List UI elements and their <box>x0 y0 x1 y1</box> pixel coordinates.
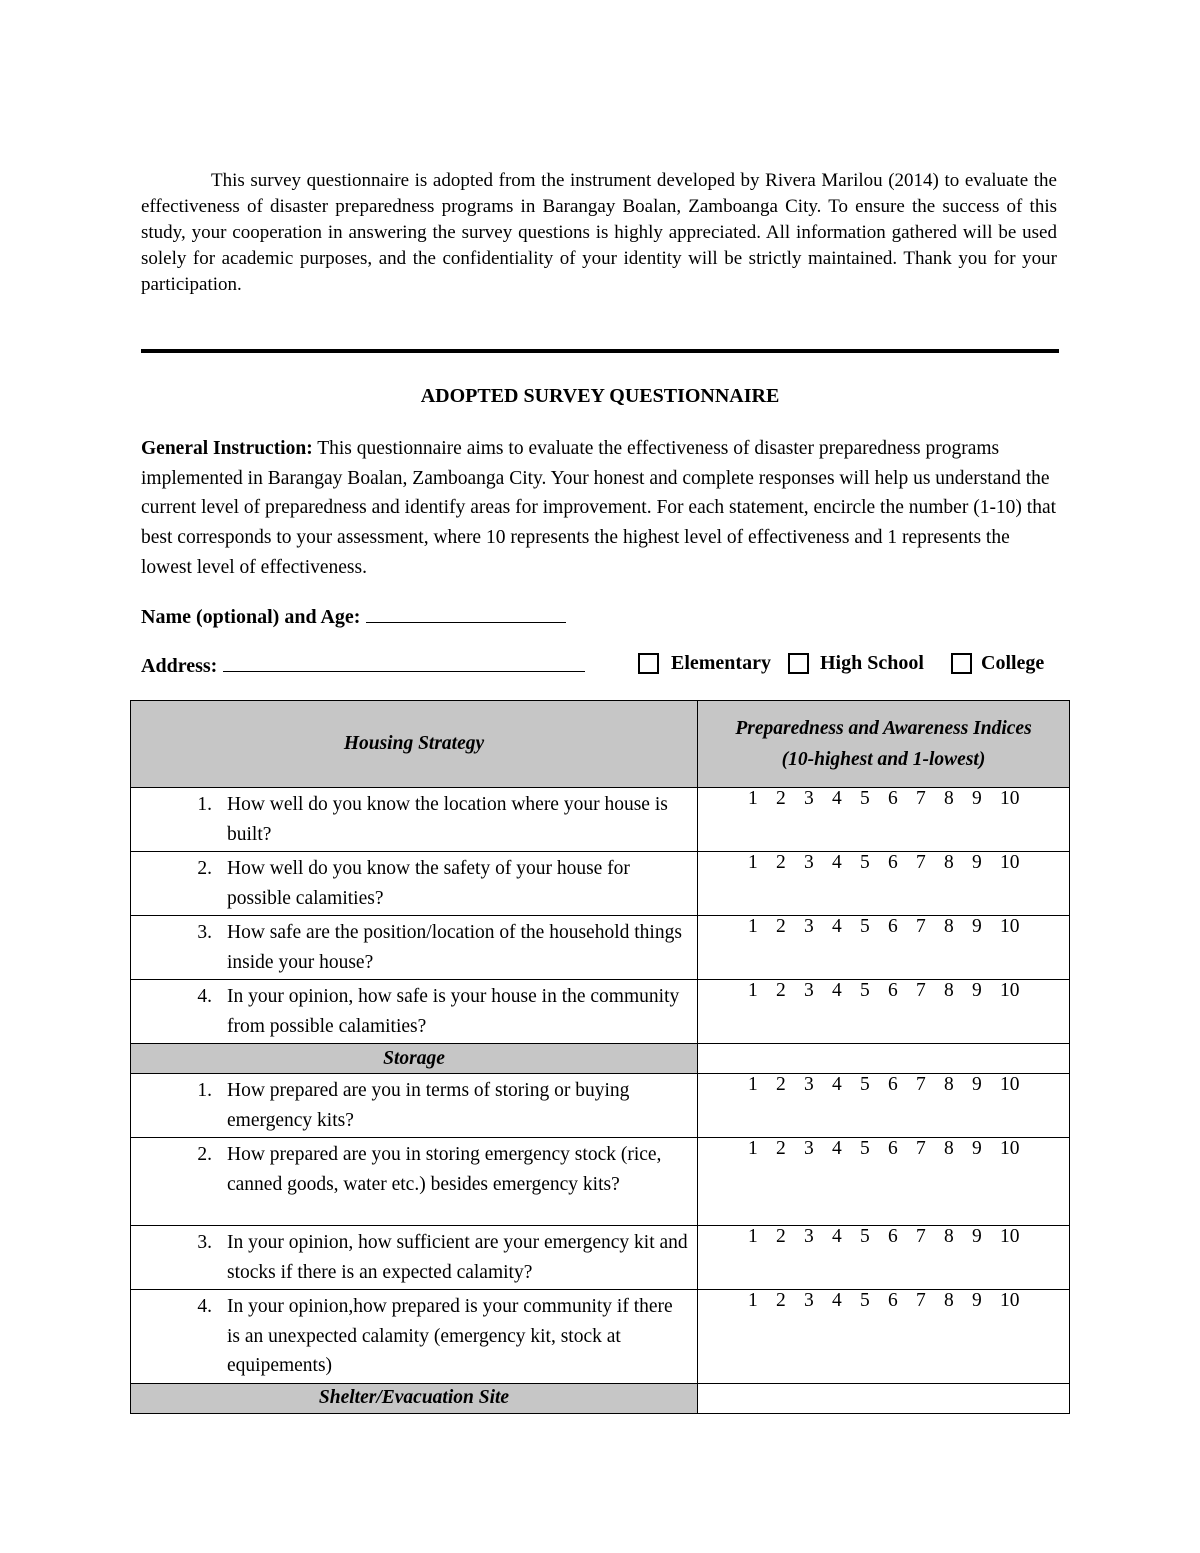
rating-option[interactable]: 6 <box>888 980 898 1001</box>
rating-option[interactable]: 1 <box>748 788 758 809</box>
question-cell <box>131 852 698 916</box>
rating-option[interactable]: 6 <box>888 1290 898 1311</box>
question-number: 3. <box>197 922 212 943</box>
rating-option[interactable]: 10 <box>1000 1226 1020 1247</box>
question-row <box>131 916 1070 980</box>
document-title: ADOPTED SURVEY QUESTIONNAIRE <box>420 385 780 407</box>
question-row <box>131 1138 1070 1226</box>
rating-scale <box>698 1074 1069 1096</box>
rating-option[interactable]: 2 <box>776 1138 786 1159</box>
rating-option[interactable]: 6 <box>888 1138 898 1159</box>
rating-option[interactable]: 7 <box>916 916 926 937</box>
question-cell <box>131 1138 698 1226</box>
header-indices: Preparedness and Awareness Indices (10-highest and 1-lowest) <box>698 701 1070 788</box>
rating-cell <box>698 1226 1070 1290</box>
rating-scale <box>698 1290 1069 1312</box>
checkbox-elementary[interactable] <box>638 653 659 674</box>
rating-scale <box>698 1226 1069 1248</box>
rating-option[interactable]: 2 <box>776 788 786 809</box>
rating-option[interactable]: 10 <box>1000 788 1020 809</box>
rating-option[interactable]: 6 <box>888 1074 898 1095</box>
instruction-label: General Instruction: <box>141 438 313 459</box>
address-label: Address: <box>141 655 218 677</box>
rating-cell <box>698 1290 1070 1384</box>
rating-option[interactable]: 5 <box>860 1290 870 1311</box>
rating-option[interactable]: 3 <box>804 788 814 809</box>
rating-option[interactable]: 1 <box>748 1226 758 1247</box>
section-header-row <box>131 1044 1070 1074</box>
question-number: 4. <box>197 986 212 1007</box>
rating-cell <box>698 788 1070 852</box>
rating-option[interactable]: 3 <box>804 1290 814 1311</box>
rating-option[interactable]: 4 <box>832 1226 842 1247</box>
rating-option[interactable]: 5 <box>860 1138 870 1159</box>
intro-paragraph: This survey questionnaire is adopted from the instrument developed by Rivera Marilou (2014) to evaluate the effectiveness of disaster preparedness programs in Barangay Boalan, Zamboanga City. To ensure the success of this study, your cooperation in answering the survey questions is highly appreciated. All information gathered will be used solely for academic purposes, and the confidentiality of your identity will be strictly maintained. Thank you for your participation. <box>141 170 1057 295</box>
rating-option[interactable]: 8 <box>944 1074 954 1095</box>
question-number: 1. <box>197 1080 212 1101</box>
rating-option[interactable]: 6 <box>888 852 898 873</box>
rating-option[interactable]: 7 <box>916 1138 926 1159</box>
rating-option[interactable]: 4 <box>832 980 842 1001</box>
rating-option[interactable]: 8 <box>944 916 954 937</box>
question-text: In your opinion,how prepared is your community if there is an unexpected calamity (emergency kit, stock at equipements) <box>227 1296 673 1376</box>
divider-rule <box>141 349 1059 353</box>
rating-option[interactable]: 1 <box>748 1290 758 1311</box>
section-title: Storage <box>131 1044 698 1074</box>
question-row <box>131 1290 1070 1384</box>
rating-option[interactable]: 2 <box>776 1074 786 1095</box>
rating-option[interactable]: 4 <box>832 1074 842 1095</box>
section-empty-cell <box>698 1383 1070 1413</box>
rating-option[interactable]: 9 <box>972 1226 982 1247</box>
rating-option[interactable]: 9 <box>972 1290 982 1311</box>
rating-option[interactable]: 9 <box>972 916 982 937</box>
rating-option[interactable]: 8 <box>944 980 954 1001</box>
rating-option[interactable]: 9 <box>972 980 982 1001</box>
question-text: In your opinion, how sufficient are your emergency kit and stocks if there is an expected calamity? <box>227 1232 688 1283</box>
rating-option[interactable]: 6 <box>888 916 898 937</box>
rating-option[interactable]: 9 <box>972 852 982 873</box>
question-text: How safe are the position/location of the household things inside your house? <box>227 922 682 973</box>
checkbox-college[interactable] <box>951 653 972 674</box>
question-text: How prepared are you in storing emergency stock (rice, canned goods, water etc.) besides emergency kits? <box>227 1144 662 1195</box>
rating-option[interactable]: 4 <box>832 1138 842 1159</box>
rating-scale <box>698 1138 1069 1160</box>
address-blank[interactable] <box>223 652 585 672</box>
education-option-college[interactable] <box>951 652 1044 675</box>
rating-cell <box>698 1138 1070 1226</box>
name-age-field <box>141 603 566 629</box>
checkbox-high-school[interactable] <box>788 653 809 674</box>
education-option-elementary[interactable] <box>638 652 771 675</box>
rating-option[interactable]: 2 <box>776 980 786 1001</box>
rating-scale <box>698 852 1069 874</box>
rating-cell <box>698 916 1070 980</box>
rating-cell <box>698 1074 1070 1138</box>
question-cell <box>131 788 698 852</box>
rating-option[interactable]: 4 <box>832 1290 842 1311</box>
question-cell <box>131 1226 698 1290</box>
rating-option[interactable]: 7 <box>916 788 926 809</box>
rating-scale <box>698 980 1069 1002</box>
rating-option[interactable]: 9 <box>972 788 982 809</box>
rating-option[interactable]: 6 <box>888 1226 898 1247</box>
rating-option[interactable]: 5 <box>860 1074 870 1095</box>
rating-option[interactable]: 10 <box>1000 916 1020 937</box>
question-number: 2. <box>197 858 212 879</box>
name-age-blank[interactable] <box>366 603 566 623</box>
rating-option[interactable]: 10 <box>1000 1138 1020 1159</box>
question-text: How well do you know the safety of your house for possible calamities? <box>227 858 630 909</box>
rating-option[interactable]: 8 <box>944 1290 954 1311</box>
question-row <box>131 788 1070 852</box>
rating-option[interactable]: 1 <box>748 1138 758 1159</box>
question-number: 1. <box>197 794 212 815</box>
rating-option[interactable]: 4 <box>832 852 842 873</box>
rating-option[interactable]: 2 <box>776 1290 786 1311</box>
rating-option[interactable]: 3 <box>804 852 814 873</box>
high-school-label: High School <box>820 652 924 674</box>
rating-option[interactable]: 9 <box>972 1074 982 1095</box>
rating-option[interactable]: 8 <box>944 1138 954 1159</box>
rating-option[interactable]: 5 <box>860 980 870 1001</box>
rating-option[interactable]: 1 <box>748 852 758 873</box>
rating-option[interactable]: 10 <box>1000 852 1020 873</box>
question-row <box>131 980 1070 1044</box>
rating-option[interactable]: 4 <box>832 788 842 809</box>
rating-option[interactable]: 1 <box>748 916 758 937</box>
survey-table <box>130 700 1070 1414</box>
rating-option[interactable]: 6 <box>888 788 898 809</box>
rating-option[interactable]: 3 <box>804 916 814 937</box>
rating-cell <box>698 980 1070 1044</box>
rating-option[interactable]: 3 <box>804 980 814 1001</box>
rating-option[interactable]: 3 <box>804 1226 814 1247</box>
rating-option[interactable]: 8 <box>944 1226 954 1247</box>
rating-option[interactable]: 5 <box>860 1226 870 1247</box>
rating-option[interactable]: 5 <box>860 852 870 873</box>
question-row <box>131 1074 1070 1138</box>
address-field <box>141 652 585 678</box>
elementary-label: Elementary <box>671 652 771 674</box>
section-title: Shelter/Evacuation Site <box>131 1383 698 1413</box>
question-number: 4. <box>197 1296 212 1317</box>
rating-option[interactable]: 3 <box>804 1074 814 1095</box>
question-cell <box>131 1290 698 1384</box>
rating-option[interactable]: 7 <box>916 1074 926 1095</box>
rating-option[interactable]: 2 <box>776 852 786 873</box>
name-age-label: Name (optional) and Age: <box>141 606 361 628</box>
question-number: 3. <box>197 1232 212 1253</box>
instruction-text: This questionnaire aims to evaluate the effectiveness of disaster preparedness programs implemented in Barangay Boalan, Zamboanga City. Your honest and complete responses will help us understand the current level of preparedness and identify areas for improvement. For each statement, encircle the number (1-10) that best corresponds to your assessment, where 10 represents the highest level of effectiveness and 1 represents the lowest level of effectiveness. <box>141 438 1057 578</box>
rating-option[interactable]: 8 <box>944 852 954 873</box>
rating-option[interactable]: 5 <box>860 788 870 809</box>
rating-option[interactable]: 8 <box>944 788 954 809</box>
header-housing-strategy: Housing Strategy <box>131 701 698 788</box>
college-label: College <box>981 652 1045 674</box>
rating-option[interactable]: 2 <box>776 916 786 937</box>
question-text: In your opinion, how safe is your house in the community from possible calamities? <box>227 986 680 1037</box>
rating-scale <box>698 788 1069 810</box>
question-text: How prepared are you in terms of storing or buying emergency kits? <box>227 1080 630 1131</box>
rating-option[interactable]: 7 <box>916 852 926 873</box>
rating-option[interactable]: 3 <box>804 1138 814 1159</box>
general-instruction <box>141 434 1059 583</box>
section-empty-cell <box>698 1044 1070 1074</box>
question-cell <box>131 980 698 1044</box>
rating-option[interactable]: 7 <box>916 980 926 1001</box>
rating-option[interactable]: 7 <box>916 1290 926 1311</box>
section-header-row <box>131 1383 1070 1413</box>
rating-option[interactable]: 10 <box>1000 1290 1020 1311</box>
question-row <box>131 852 1070 916</box>
rating-cell <box>698 852 1070 916</box>
rating-option[interactable]: 1 <box>748 980 758 1001</box>
question-number: 2. <box>197 1144 212 1165</box>
question-cell <box>131 1074 698 1138</box>
rating-option[interactable]: 1 <box>748 1074 758 1095</box>
rating-option[interactable]: 4 <box>832 916 842 937</box>
rating-option[interactable]: 2 <box>776 1226 786 1247</box>
education-option-high-school[interactable] <box>788 652 924 675</box>
question-cell <box>131 916 698 980</box>
rating-scale <box>698 916 1069 938</box>
rating-option[interactable]: 10 <box>1000 1074 1020 1095</box>
question-row <box>131 1226 1070 1290</box>
rating-option[interactable]: 10 <box>1000 980 1020 1001</box>
rating-option[interactable]: 5 <box>860 916 870 937</box>
question-text: How well do you know the location where your house is built? <box>227 794 668 845</box>
rating-option[interactable]: 7 <box>916 1226 926 1247</box>
rating-option[interactable]: 9 <box>972 1138 982 1159</box>
